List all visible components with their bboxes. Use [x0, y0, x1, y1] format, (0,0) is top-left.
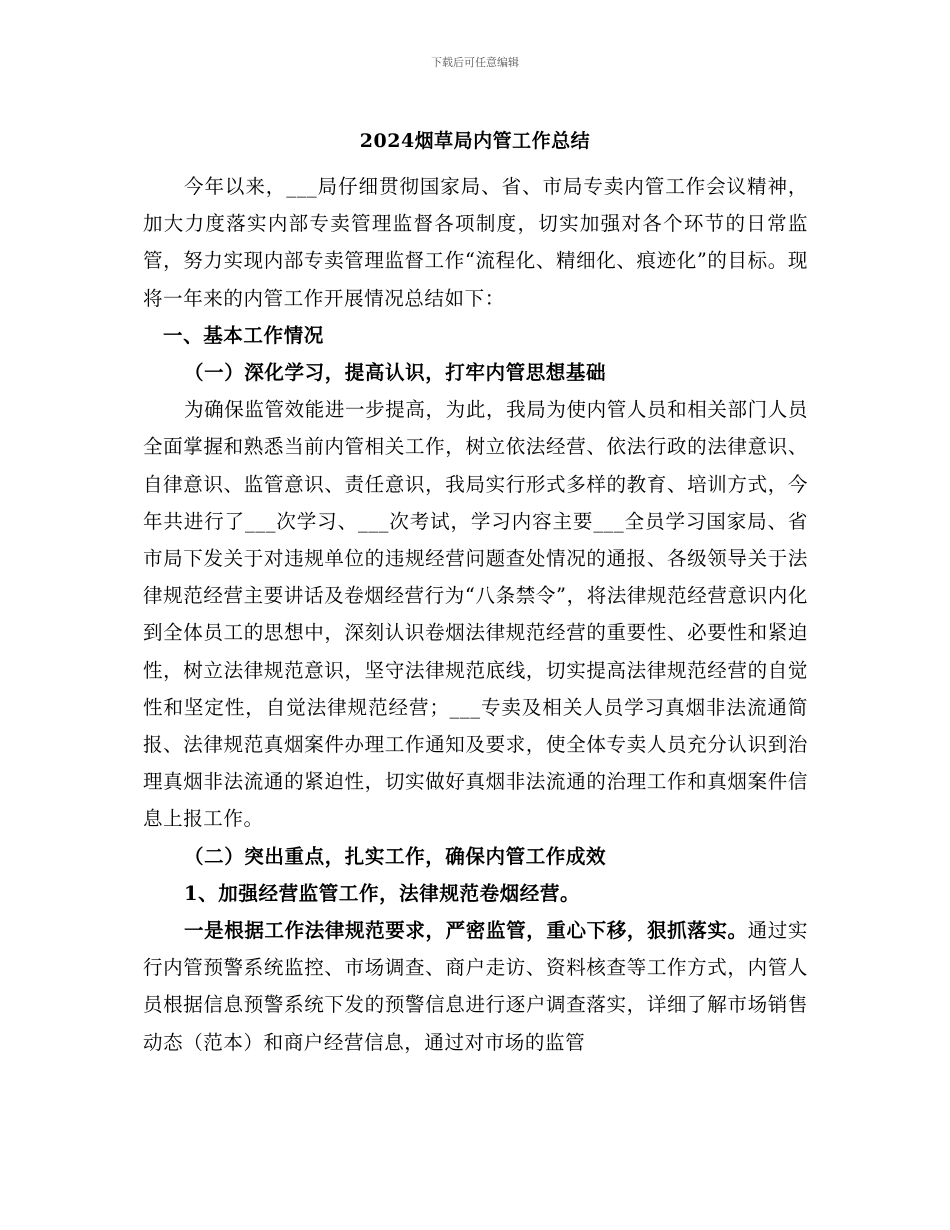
download-watermark: 下载后可任意编辑: [431, 56, 519, 69]
section-heading-basic-work: 一、基本工作情况: [163, 323, 324, 347]
subsection-heading-focus: （二）突出重点，扎实工作，确保内管工作成效: [184, 844, 607, 868]
supervision-paragraph: [143, 912, 808, 1061]
supervision-lead-sentence: 一是根据工作法律规范要求，严密监管，重心下移，狠抓落实。: [184, 919, 748, 943]
document-title: 2024烟草局内管工作总结: [359, 130, 591, 152]
document-body: [143, 168, 808, 1061]
item-heading-supervision: 1、加强经营监管工作，法律规范卷烟经营。: [184, 881, 581, 905]
intro-paragraph: 今年以来，___局仔细贯彻国家局、省、市局专卖内管工作会议精神，加大力度落实内部专卖管理监督各项制度，切实加强对各个环节的日常监管，努力实现内部专卖管理监督工作“流程化、精细化、痕迹化”的目标。现将一年来的内管工作开展情况总结如下：: [143, 175, 808, 310]
supervision-body-text: 通过实行内管预警系统监控、市场调查、商户走访、资料核查等工作方式，内管人员根据信息预警系统下发的预警信息进行逐户调查落实，详细了解市场销售动态（范本）和商户经营信息，通过对市场的监管: [143, 919, 808, 1054]
subsection-heading-study: （一）深化学习，提高认识，打牢内管思想基础: [184, 361, 607, 385]
study-paragraph: 为确保监管效能进一步提高，为此，我局为使内管人员和相关部门人员全面掌握和熟悉当前内管相关工作，树立依法经营、依法行政的法律意识、自律意识、监管意识、责任意识，我局实行形式多样的教育、培训方式，今年共进行了___次学习、___次考试，学习内容主要___全员学习国家局、省市局下发关于对违规单位的违规经营问题查处情况的通报、各级领导关于法律规范经营主要讲话及卷烟经营行为“八条禁令”，将法律规范经营意识内化到全体员工的思想中，深刻认识卷烟法律规范经营的重要性、必要性和紧迫性，树立法律规范意识，坚守法律规范底线，切实提高法律规范经营的自觉性和坚定性，自觉法律规范经营；___专卖及相关人员学习真烟非法流通简报、法律规范真烟案件办理工作通知及要求，使全体专卖人员充分认识到治理真烟非法流通的紧迫性，切实做好真烟非法流通的治理工作和真烟案件信息上报工作。: [143, 398, 808, 831]
